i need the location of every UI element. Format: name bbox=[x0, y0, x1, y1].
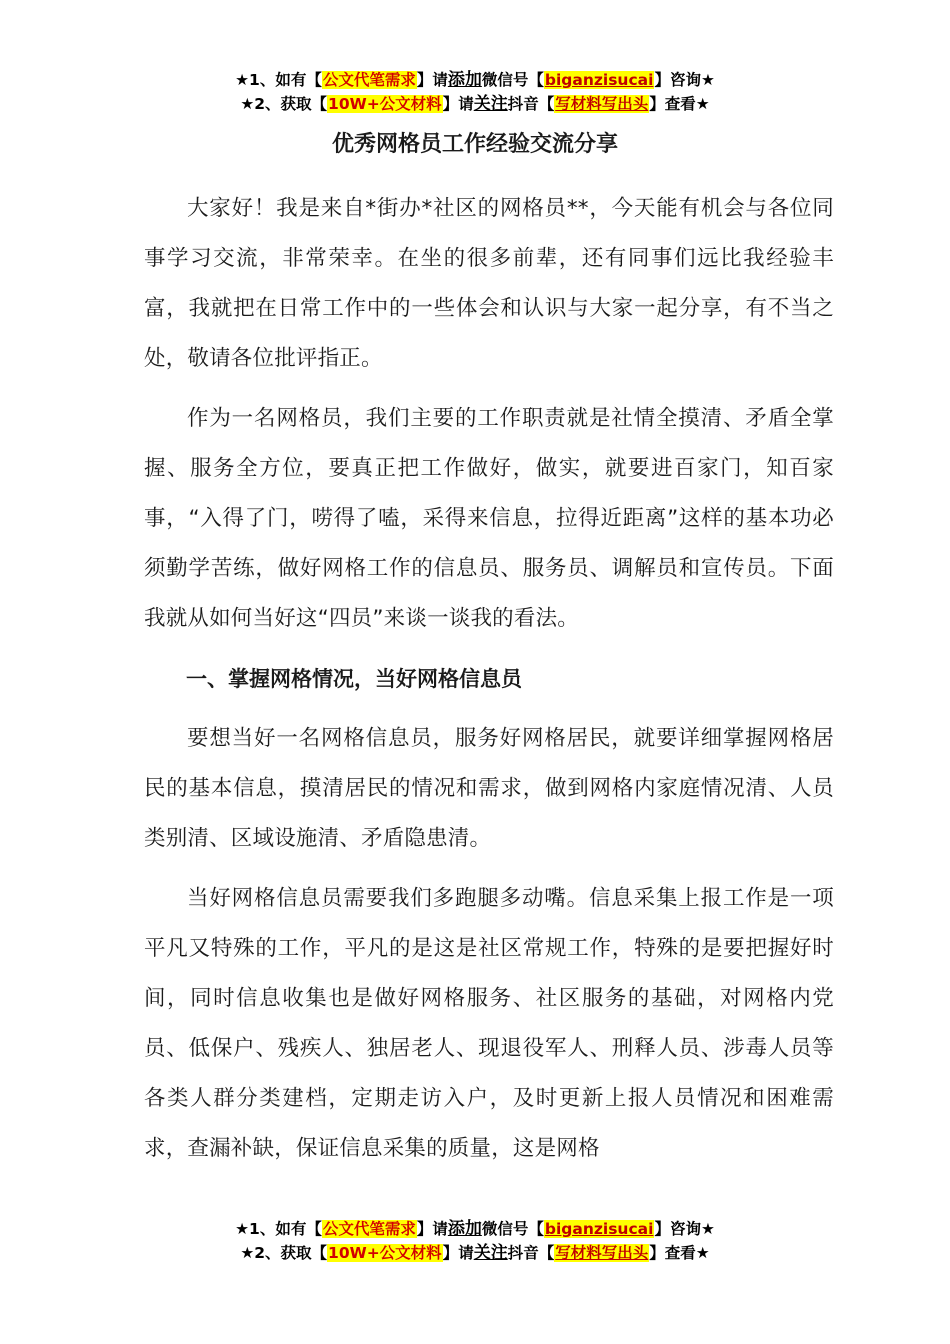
banner-emphasis: 关注 bbox=[473, 1243, 508, 1263]
paragraph-intro: 大家好！我是来自*街办*社区的网格员**，今天能有机会与各位同事学习交流，非常荣幸。在坐的很多前辈，还有同事们远比我经验丰富，我就把在日常工作中的一些体会和认识与大家一起分享，有不当之处，敬请各位批评指正。 bbox=[144, 196, 834, 371]
banner-line-1 bbox=[0, 68, 950, 92]
highlight-service: 公文代笔需求 bbox=[322, 1220, 416, 1238]
document-title: 优秀网格员工作经验交流分享 bbox=[331, 132, 618, 157]
banner-text: 】咨询★ bbox=[654, 71, 715, 89]
banner-line-2 bbox=[0, 1241, 950, 1265]
banner-emphasis: 添加 bbox=[447, 1219, 482, 1239]
banner-text: ★2、获取【 bbox=[240, 1244, 328, 1262]
banner-text: 】查看★ bbox=[649, 1244, 710, 1262]
section-heading-1: 一、掌握网格情况，当好网格信息员 bbox=[186, 667, 522, 691]
banner-text: 】咨询★ bbox=[654, 1220, 715, 1238]
footer-banner bbox=[0, 1217, 950, 1265]
douyin-account-link[interactable]: 写材料写出头 bbox=[555, 95, 649, 113]
banner-text: 微信号【 bbox=[481, 71, 544, 89]
banner-text: ★2、获取【 bbox=[240, 95, 328, 113]
highlight-materials: 10W+公文材料 bbox=[328, 1244, 442, 1262]
banner-emphasis: 添加 bbox=[447, 70, 482, 90]
banner-text: 抖音【 bbox=[507, 95, 555, 113]
banner-text: 】请 bbox=[442, 95, 474, 113]
banner-text: 】请 bbox=[442, 1244, 474, 1262]
wechat-id-link[interactable]: biganzisucai bbox=[544, 1220, 654, 1238]
section-1-paragraph: 要想当好一名网格信息员，服务好网格居民，就要详细掌握网格居民的基本信息，摸清居民的情况和需求，做到网格内家庭情况清、人员类别清、区域设施清、矛盾隐患清。 bbox=[144, 726, 834, 851]
paragraph-duties: 作为一名网格员，我们主要的工作职责就是社情全摸清、矛盾全掌握、服务全方位，要真正把工作做好，做实，就要进百家门，知百家事，“入得了门，唠得了嗑，采得来信息，拉得近距离”这样的基本功必须勤学苦练，做好网格工作的信息员、服务员、调解员和宣传员。下面我就从如何当好这“四员”来谈一谈我的看法。 bbox=[144, 406, 834, 631]
section-1-paragraph: 当好网格信息员需要我们多跑腿多动嘴。信息采集上报工作是一项平凡又特殊的工作，平凡的是这是社区常规工作，特殊的是要把握好时间，同时信息收集也是做好网格服务、社区服务的基础，对网格内党员、低保户、残疾人、独居老人、现退役军人、刑释人员、涉毒人员等各类人群分类建档，定期走访入户，及时更新上报人员情况和困难需求，查漏补缺，保证信息采集的质量，这是网格 bbox=[144, 886, 834, 1161]
highlight-materials: 10W+公文材料 bbox=[328, 95, 442, 113]
banner-text: ★1、如有【 bbox=[235, 71, 322, 89]
document-body bbox=[144, 184, 834, 1184]
banner-text: 】请 bbox=[416, 1220, 448, 1238]
banner-text: ★1、如有【 bbox=[235, 1220, 322, 1238]
banner-text: 】请 bbox=[416, 71, 448, 89]
banner-line-1 bbox=[0, 1217, 950, 1241]
banner-text: 微信号【 bbox=[481, 1220, 544, 1238]
douyin-account-link[interactable]: 写材料写出头 bbox=[555, 1244, 649, 1262]
highlight-service: 公文代笔需求 bbox=[322, 71, 416, 89]
header-banner bbox=[0, 68, 950, 116]
banner-text: 】查看★ bbox=[649, 95, 710, 113]
banner-emphasis: 关注 bbox=[473, 94, 508, 114]
wechat-id-link[interactable]: biganzisucai bbox=[544, 71, 654, 89]
banner-line-2 bbox=[0, 92, 950, 116]
banner-text: 抖音【 bbox=[507, 1244, 555, 1262]
